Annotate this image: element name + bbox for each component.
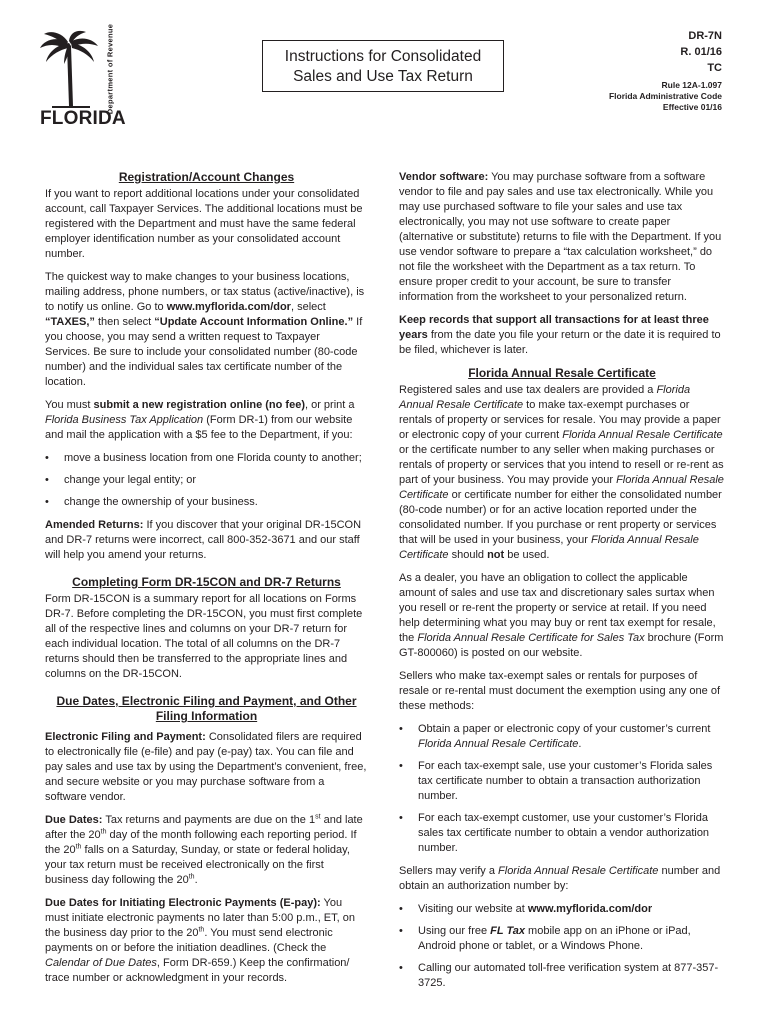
form-tc: TC	[707, 62, 722, 74]
form-number: DR-7N	[688, 30, 722, 42]
logo-state-name: FLORIDA	[40, 108, 126, 129]
rule-number: Rule 12A-1.097	[661, 80, 722, 90]
list-item: • Calling our automated toll-free verification system at 877-357-3725.	[399, 961, 725, 991]
title-line-2: Sales and Use Tax Return	[293, 68, 473, 85]
document-title	[262, 40, 504, 92]
right-column	[399, 170, 725, 999]
epay-paragraph: Due Dates for Initiating Electronic Payments (E-pay): You must initiate electronic payments no later than 5:00 p.m., ET, on the business day prior to the 20th. You must send electronic payments on or before the initiation deadlines. (Check the Calendar of Due Dates, Form DR-659.) Keep the confirmation/ trace number or acknowledgment in your records.	[45, 897, 355, 984]
registration-paragraph-1: If you want to report additional locations under your consolidated account, call Taxpayer Services. The additional locations must be registered with the Department and must have the same federal employer identification number as your consolidated account number.	[45, 188, 363, 260]
verification-methods-list	[399, 902, 725, 991]
list-item: • Visiting our website at www.myflorida.com/dor	[399, 902, 725, 917]
registration-paragraph-2: The quickest way to make changes to your business locations, mailing address, phone numbers, or tax status (active/inactive), is to notify us online. Go to www.myflorida.com/dor, select “TAXES,” then select “Update Account Information Online.” If you choose, you may send a written request to Taxpayer Services. Be sure to include your consolidated number (80-code number) and the individual sales tax certificate number of the location.	[45, 271, 365, 388]
list-item: • change your legal entity; or	[45, 473, 368, 488]
list-item: • Using our free FL Tax mobile app on an iPhone or iPad, Android phone or tablet, or a Windows Phone.	[399, 924, 725, 954]
list-item: • change the ownership of your business.	[45, 495, 368, 510]
heading-due-dates: Due Dates, Electronic Filing and Payment, and Other Filing Information	[56, 694, 357, 723]
efile-paragraph: Electronic Filing and Payment: Consolidated filers are required to electronically file (e-file) and pay (e-pay) tax. You can file and pay sales and use tax by using the Department’s convenient, free, and secure website or you may purchase software from a software vendor.	[45, 731, 367, 803]
list-item: • For each tax-exempt sale, use your customer’s Florida sales tax certificate number to obtain a transaction authorization number.	[399, 759, 725, 804]
resale-paragraph-2: As a dealer, you have an obligation to collect the applicable amount of sales and use tax and discretionary sales surtax when you resell or re-rent the property or service at retail. If you need help determining what you may buy or rent tax exempt for resale, the Florida Annual Resale Certificate for Sales Tax brochure (Form GT-800060) is posted on our website.	[399, 572, 724, 659]
title-line-1: Instructions for Consolidated	[284, 48, 482, 65]
list-item: • move a business location from one Florida county to another;	[45, 451, 368, 466]
dor-website-link[interactable]: www.myflorida.com/dor	[166, 301, 291, 313]
list-item: • Obtain a paper or electronic copy of your customer’s current Florida Annual Resale Certificate.	[399, 722, 725, 752]
registration-bullet-list	[45, 451, 368, 510]
list-item: • For each tax-exempt customer, use your customer’s Florida sales tax certificate number to obtain a vendor authorization number.	[399, 811, 725, 856]
form-revision: R. 01/16	[680, 46, 722, 58]
heading-completing: Completing Form DR-15CON and DR-7 Returns	[72, 575, 341, 589]
rule-code: Florida Administrative Code	[608, 91, 722, 101]
amended-returns-paragraph: Amended Returns: If you discover that your original DR-15CON and DR-7 returns were incorrect, call 800-352-3671 and our staff will help you amend your returns.	[45, 519, 362, 561]
completing-paragraph: Form DR-15CON is a summary report for all locations on Forms DR-7. Before completing the DR-15CON, you must first complete all of the respective lines and columns on your DR-7 return for each individual location. The total of all columns on the DR-7 returns should then be transferred to the appropriate lines and columns on the DR-15CON.	[45, 593, 363, 680]
registration-paragraph-3: You must submit a new registration online (no fee), or print a Florida Business Tax Application (Form DR-1) from our website and mail the application with a $5 fee to the Department, if you:	[45, 399, 355, 441]
rule-effective: Effective 01/16	[662, 102, 722, 112]
resale-paragraph-1: Registered sales and use tax dealers are provided a Florida Annual Resale Certificate to make tax-exempt purchases or rentals of property or services for resale. You may provide a paper or electronic copy of your current Florida Annual Resale Certificate or the certificate number to any seller when making purchases or rentals of property or services that you intend to resell or re-rent as part of your business. You may provide your Florida Annual Resale Certificate or certificate number for either the consolidated number (80-code number) or for an active location reported under the consolidated number. If you purchase or rent property or services that will be used in your business, your Florida Annual Resale Certificate should not be used.	[399, 384, 724, 561]
keep-records-paragraph: Keep records that support all transactions for at least three years from the date you file your return or the date it is required to be filed, whichever is later.	[399, 314, 721, 356]
heading-resale-certificate: Florida Annual Resale Certificate	[468, 366, 656, 380]
heading-registration: Registration/Account Changes	[118, 170, 295, 184]
resale-paragraph-3: Sellers who make tax-exempt sales or rentals for purposes of resale or re-rental must document the exemption using any one of these methods:	[399, 670, 721, 712]
vendor-software-paragraph: Vendor software: You may purchase software from a software vendor to file and pay sales and use tax electronically. While you may use purchased software to file your sales and use tax electronically, you may not use software to create paper (alternative or substitute) returns to file with the Department. If you use vendor software to prepare a “tax calculation worksheet,” do not file the worksheet with the Department as a tax return. To ensure proper credit to your account, be sure to transfer information from the worksheet to your personalized return.	[399, 171, 722, 303]
form-identifier	[680, 28, 722, 76]
resale-paragraph-4: Sellers may verify a Florida Annual Resale Certificate number and obtain an authorization number by:	[399, 865, 721, 892]
exemption-methods-list	[399, 722, 725, 856]
due-dates-paragraph: Due Dates: Tax returns and payments are due on the 1st and late after the 20th day of the month following each reporting period. If the 20th falls on a Saturday, Sunday, or state or federal holiday, your tax return must be received electronically on the first business day following the 20th.	[45, 813, 363, 886]
logo-vertical-label: Department of Revenue	[105, 23, 115, 115]
left-column	[45, 170, 368, 994]
rule-reference	[609, 80, 722, 113]
dor-website-link[interactable]: www.myflorida.com/dor	[527, 903, 653, 915]
